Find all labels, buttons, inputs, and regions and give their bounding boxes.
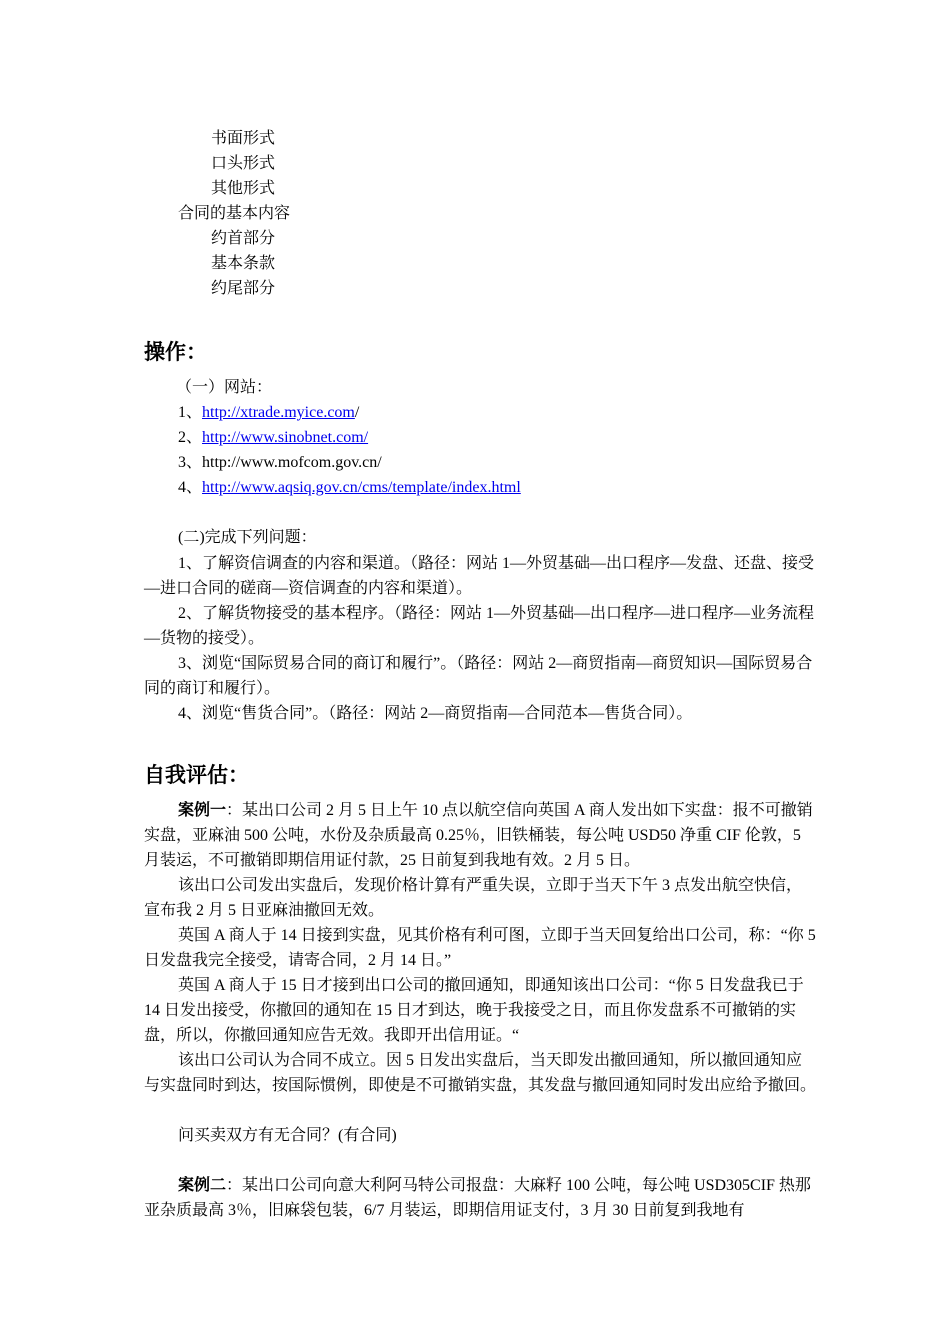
tasks-label: (二)完成下列问题：	[178, 529, 317, 546]
website-item-1	[178, 403, 359, 423]
website-item-2	[178, 428, 368, 448]
website-suffix: /	[354, 404, 360, 421]
task-1: 1、了解资信调查的内容和渠道。（路径：网站 1—外贸基础—出口程序—发盘、还盘、接受—进口合同的磋商—资信调查的内容和渠道）。	[144, 555, 815, 597]
website-text-3: http://www.mofcom.gov.cn/	[202, 454, 382, 471]
outline-item-tail-part: 约尾部分	[211, 280, 276, 297]
outline-item-contract-content: 合同的基本内容	[178, 205, 291, 222]
website-item-4	[178, 478, 521, 498]
website-number: 3、	[178, 454, 203, 471]
website-number: 4、	[178, 479, 203, 496]
website-link-1[interactable]: http://xtrade.myice.com	[202, 404, 355, 421]
case1-paragraph-1	[144, 798, 816, 873]
self-assessment-heading: 自我评估：	[144, 763, 249, 787]
website-link-2[interactable]: http://www.sinobnet.com/	[202, 429, 369, 446]
case1-question: 问买卖双方有无合同？(有合同)	[178, 1127, 397, 1144]
website-item-3	[178, 453, 382, 473]
case1-label: 案例一	[178, 802, 227, 819]
case1-text: ：某出口公司 2 月 5 日上午 10 点以航空信向英国 A 商人发出如下实盘：报不可撤销实盘，亚麻油 500 公吨，水份及杂质最高 0.25％，旧铁桶装，每公吨 USD50 净重 CIF 伦敦，5 月装运，不可撤销即期信用证付款，25 日前复到我地有效。2 月 5 日。	[144, 802, 813, 869]
task-2: 2、了解货物接受的基本程序。（路径：网站 1—外贸基础—出口程序—进口程序—业务流程—货物的接受）。	[144, 605, 815, 647]
case2-paragraph	[144, 1173, 816, 1223]
operations-heading: 操作：	[144, 340, 207, 364]
case1-paragraph-2: 该出口公司发出实盘后，发现价格计算有严重失误，立即于当天下午 3 点发出航空快信，宣布我 2 月 5 日亚麻油撤回无效。	[144, 877, 803, 919]
outline-item-other-form: 其他形式	[211, 180, 276, 197]
task-3: 3、浏览“国际贸易合同的商订和履行”。（路径：网站 2—商贸指南—商贸知识—国际贸易合同的商订和履行）。	[144, 655, 813, 697]
case1-paragraph-5: 该出口公司认为合同不成立。因 5 日发出实盘后，当天即发出撤回通知，所以撤回通知应与实盘同时到达，按国际惯例，即使是不可撤销实盘，其发盘与撤回通知同时发出应给予撤回。	[144, 1052, 817, 1094]
case2-label: 案例二	[178, 1177, 227, 1194]
outline-item-written-form: 书面形式	[211, 130, 276, 147]
website-number: 2、	[178, 429, 203, 446]
outline-item-basic-terms: 基本条款	[211, 255, 276, 272]
websites-label: （一）网站：	[176, 379, 273, 396]
outline-item-oral-form: 口头形式	[211, 155, 276, 172]
outline-item-head-part: 约首部分	[211, 230, 276, 247]
website-number: 1、	[178, 404, 203, 421]
case1-paragraph-3: 英国 A 商人于 14 日接到实盘，见其价格有利可图，立即于当天回复给出口公司，称：“你 5 日发盘我完全接受，请寄合同，2 月 14 日。”	[144, 927, 816, 969]
case1-paragraph-4: 英国 A 商人于 15 日才接到出口公司的撤回通知，即通知该出口公司：“你 5 日发盘我已于 14 日发出接受，你撤回的通知在 15 日才到达，晚于我接受之日，而且你发盘系不可撤销的实盘，所以，你撤回通知应告无效。我即开出信用证。“	[144, 977, 804, 1044]
task-4: 4、浏览“售货合同”。（路径：网站 2—商贸指南—合同范本—售货合同）。	[178, 705, 693, 722]
website-link-4[interactable]: http://www.aqsiq.gov.cn/cms/template/index.html	[202, 479, 521, 496]
case2-text: ：某出口公司向意大利阿马特公司报盘：大麻籽 100 公吨，每公吨 USD305CIF 热那亚杂质最高 3％，旧麻袋包装，6/7 月装运，即期信用证支付，3 月 30 日前复到我地有	[144, 1177, 811, 1219]
